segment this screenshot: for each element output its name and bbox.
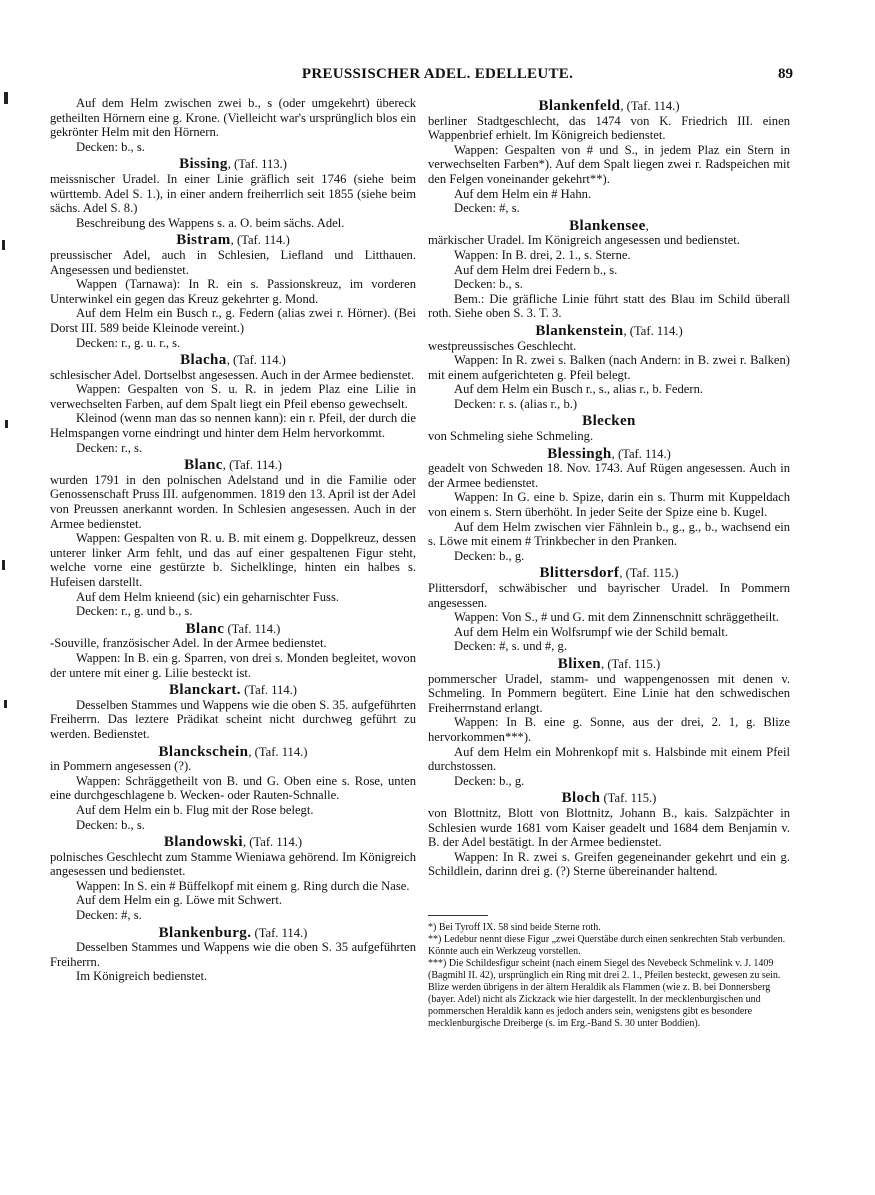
entry-paragraph: von Blottnitz, Blott von Blottnitz, Johann B., kais. Salzpächter in Schlesien wurde 1681 vom Kaiser geadelt und 1684 dem Benjamin v. B. der Adel bestätigt. In der Armee bedienstet. bbox=[428, 805, 790, 850]
entry-paragraph: Wappen: In S. ein # Büffelkopf mit einem g. Ring durch die Nase. bbox=[76, 878, 410, 893]
entry-paragraph: Auf dem Helm ein b. Flug mit der Rose belegt. bbox=[76, 802, 314, 817]
page-number: 89 bbox=[778, 66, 793, 82]
right-column bbox=[428, 96, 790, 1030]
family-name: Blacha bbox=[180, 352, 227, 369]
entry-paragraph: Wappen: Gespalten von # und S., in jedem Plaz ein Stern in verwechselten Farben*). Auf dem Spalt liegen zwei r. Radspeichen mit den Felgen voneinander gekehrt**). bbox=[428, 142, 790, 186]
entry-paragraph: Desselben Stammes und Wappens wie die oben S. 35. aufgeführten Freiherrn. Das leztere Prädikat scheint nicht durchweg geführt zu werden. Bedienstet. bbox=[50, 697, 416, 741]
family-name: Blandowski bbox=[163, 834, 243, 851]
family-name: Blankensee bbox=[569, 217, 646, 234]
entry-heading bbox=[50, 458, 416, 473]
scan-margin-mark bbox=[2, 560, 5, 570]
entry-paragraph: Wappen: In R. zwei s. Greifen gegeneinander gekehrt und ein g. Schildlein, darinn drei g. (?) Sterne übereinander haltend. bbox=[428, 849, 790, 879]
entry-paragraph: Wappen: Schräggetheilt von B. und G. Oben eine s. Rose, unten eine durchgeschlagene b. Wecken- oder Rauten-Schnalle. bbox=[50, 773, 416, 803]
entry-paragraph: Auf dem Helm ein g. Löwe mit Schwert. bbox=[76, 893, 283, 908]
entry-paragraph: preussischer Adel, auch in Schlesien, Liefland und Litthauen. Angesessen und bedienstet. bbox=[50, 247, 416, 277]
entry-paragraph: berliner Stadtgeschlecht, das 1474 von K. Friedrich III. einen Wappenbrief erhielt. Im Königreich bedienstet. bbox=[428, 113, 790, 143]
entry-heading bbox=[50, 683, 416, 698]
entry-heading bbox=[428, 657, 790, 672]
family-name: Bloch bbox=[561, 790, 601, 807]
entry-paragraph: Wappen: In G. eine b. Spize, darin ein s. Thurm mit Kuppeldach von einem s. Stern überhöht. In jeder Seite der Spize eine b. Kugel. bbox=[428, 490, 790, 520]
entry-paragraph: Auf dem Helm ein # Hahn. bbox=[454, 186, 592, 201]
footnote-rule bbox=[428, 915, 488, 916]
entry-paragraph: Wappen: Gespalten von S. u. R. in jedem Plaz eine Lilie in verwechselten Farben, auf dem Spalt liegt ein Pfeil ebenso gewechselt. bbox=[50, 382, 416, 411]
family-name: Blankenfeld bbox=[538, 98, 621, 114]
plate-reference: , (Taf. 115.) bbox=[619, 566, 679, 581]
family-name: Blessingh bbox=[547, 445, 612, 462]
entry-heading bbox=[50, 157, 416, 172]
plate-reference: , (Taf. 114.) bbox=[248, 744, 308, 759]
entry-paragraph: pommerscher Uradel, stamm- und wappengenossen mit denen v. Schmeling. In Pommern begütert. Eine Linie hat den schwedischen Freiherrnstand erlangt. bbox=[428, 671, 790, 715]
scan-margin-mark bbox=[5, 420, 8, 428]
family-name: Blanc bbox=[184, 457, 223, 474]
family-name: Blixen bbox=[557, 655, 602, 672]
family-name: Blanckschein bbox=[158, 743, 249, 760]
footnote: **) Ledebur nennt diese Figur „zwei Querstäbe durch einen senkrechten Stab verbunden. Könnte auch ein Werkzeug vorstellen. bbox=[428, 933, 786, 957]
entry-paragraph: Decken: #, s. und #, g. bbox=[454, 639, 567, 654]
entry-paragraph: Decken: #, s. bbox=[454, 201, 520, 216]
entry-heading bbox=[428, 219, 790, 234]
entry-heading bbox=[428, 414, 790, 429]
entry-paragraph: Decken: r., g. und b., s. bbox=[76, 604, 193, 619]
entry-heading bbox=[50, 353, 416, 368]
plate-reference: , bbox=[645, 218, 649, 233]
scan-margin-mark bbox=[4, 700, 7, 708]
entry-paragraph: Wappen: Von S., # und G. mit dem Zinnenschnitt schräggetheilt. bbox=[454, 610, 779, 625]
entry-paragraph: Auf dem Helm ein Busch r., g. Federn (alias zwei r. Hörner). (Bei Dorst III. 589 beide Kleinode vereint.) bbox=[50, 306, 416, 335]
entry-heading bbox=[428, 99, 790, 114]
entry-paragraph: Desselben Stammes und Wappens wie die oben S. 35 aufgeführten Freiherrn. bbox=[50, 940, 416, 969]
entry-paragraph: Auf dem Helm knieend (sic) ein geharnischter Fuss. bbox=[76, 589, 339, 604]
entry-heading bbox=[428, 566, 790, 581]
entry-paragraph: von Schmeling siehe Schmeling. bbox=[428, 429, 594, 444]
entry-paragraph: Kleinod (wenn man das so nennen kann): ein r. Pfeil, der durch die Helmspangen vorne eindringt und hinter dem Helm hervorkommt. bbox=[50, 411, 416, 441]
entry-paragraph: Decken: r., g. u. r., s. bbox=[76, 335, 181, 350]
entry-heading bbox=[50, 622, 416, 637]
plate-reference: (Taf. 114.) bbox=[224, 621, 281, 636]
entry-paragraph: Auf dem Helm ein Mohrenkopf mit s. Halsbinde mit einem Pfeil durchstossen. bbox=[428, 744, 790, 774]
entry-paragraph: wurden 1791 in den polnischen Adelstand und in die Familie oder Genossenschaft Pruss III. aufgenommen. 1819 den 13. April ist der Adel von Preussen anerkannt worden. In Schlesien angesessen. Auch in der Armee bedienstet. bbox=[50, 472, 416, 531]
entry-heading bbox=[50, 745, 416, 760]
plate-reference: , (Taf. 115.) bbox=[601, 656, 661, 671]
entry-paragraph: Decken: b., s. bbox=[76, 817, 145, 832]
left-column bbox=[50, 96, 416, 984]
family-name: Blankenburg. bbox=[158, 924, 252, 941]
entry-paragraph: Auf dem Helm drei Federn b., s. bbox=[454, 262, 618, 277]
plate-reference: , (Taf. 114.) bbox=[226, 353, 286, 368]
entry-heading bbox=[428, 324, 790, 339]
running-title: PREUSSISCHER ADEL. EDELLEUTE. bbox=[301, 66, 574, 82]
footnote: *) Bei Tyroff IX. 58 sind beide Sterne roth. bbox=[428, 921, 601, 933]
entry-paragraph: Auf dem Helm zwischen zwei b., s (oder umgekehrt) übereck getheilten Hörnern eine g. Krone. (Vielleicht war's ursprünglich blos ein gekrönter Helm mit den Hörnern. bbox=[50, 96, 416, 140]
entry-heading bbox=[50, 233, 416, 248]
entry-heading bbox=[428, 791, 790, 806]
entry-paragraph: Decken: r., s. bbox=[76, 440, 143, 455]
plate-reference: (Taf. 114.) bbox=[240, 683, 297, 698]
entry-paragraph: Auf dem Helm ein Wolfsrumpf wie der Schild bemalt. bbox=[454, 624, 729, 639]
entry-paragraph: Auf dem Helm ein Busch r., s., alias r., b. Federn. bbox=[454, 382, 704, 397]
entry-paragraph: Im Königreich bedienstet. bbox=[76, 969, 208, 984]
family-name: Bissing bbox=[179, 156, 228, 173]
entry-paragraph: Wappen: In B. eine g. Sonne, aus der drei, 2. 1, g. Blize hervorkommen***). bbox=[428, 715, 790, 744]
entry-paragraph: märkischer Uradel. Im Königreich angesessen und bedienstet. bbox=[428, 233, 740, 248]
family-name: Blecken bbox=[582, 413, 636, 430]
page-header bbox=[0, 66, 875, 88]
entry-paragraph: schlesischer Adel. Dortselbst angesessen. Auch in der Armee bedienstet. bbox=[50, 367, 415, 382]
entry-paragraph: Decken: b., s. bbox=[454, 277, 523, 292]
entry-paragraph: polnisches Geschlecht zum Stamme Wieniawa gehörend. Im Königreich angesessen und bedienstet. bbox=[50, 849, 416, 879]
entry-paragraph: Wappen: In B. drei, 2. 1., s. Sterne. bbox=[454, 247, 631, 262]
entry-paragraph: Beschreibung des Wappens s. a. O. beim sächs. Adel. bbox=[76, 215, 345, 230]
entry-heading bbox=[50, 926, 416, 941]
entry-paragraph: Wappen: Gespalten von R. u. B. mit einem g. Doppelkreuz, dessen unterer linker Arm fehlt, und das auf einer gespaltenen Figur steht, welche vorne eine gestürzte b. Sichelklinge, hinten ein halbes s. Hufeisen darstellt. bbox=[50, 531, 416, 589]
footnote: ***) Die Schildesfigur scheint (nach einem Siegel des Nevebeck Schmelink v. J. 1409 (Bagmihl II. 42), ursprünglich ein Ring mit drei 2. 1., Pfeilen besteckt, gewesen zu sein. Blize werden übrigens in der ältern Heraldik als Flammen (wie z. B. bei Donnersberg (bayer. Adel) nicht als Zickzack wie hier dargestellt. In der mecklenburgischen und pommerschen Heraldik kann es jedoch anders sein, wenigstens gibt es besondere mecklenburgische Dreiberge (s. im Erg.-Band S. 30 unter Boddien). bbox=[428, 957, 781, 1029]
plate-reference: , (Taf. 114.) bbox=[222, 458, 282, 473]
family-name: Blanckart. bbox=[169, 682, 241, 699]
entry-heading bbox=[50, 835, 416, 850]
family-name: Blankenstein bbox=[535, 322, 624, 339]
scan-margin-mark bbox=[2, 240, 5, 250]
plate-reference: (Taf. 115.) bbox=[600, 791, 657, 806]
family-name: Bistram bbox=[176, 232, 231, 249]
entry-paragraph: geadelt von Schweden 18. Nov. 1743. Auf Rügen angesessen. Auch in der Armee bedienstet. bbox=[428, 461, 790, 490]
entry-paragraph: in Pommern angesessen (?). bbox=[50, 759, 192, 774]
family-name: Blittersdorf bbox=[539, 565, 620, 582]
plate-reference: , (Taf. 114.) bbox=[242, 835, 303, 850]
entry-paragraph: Bem.: Die gräfliche Linie führt statt des Blau im Schild überall roth. Siehe oben S. 3. T. 3. bbox=[428, 291, 790, 321]
entry-paragraph: meissnischer Uradel. In einer Linie gräflich seit 1746 (siehe beim württemb. Adel S. 1.), in einer andern freiherrlich seit 1855 (siehe beim sächs. Adel S. 8.) bbox=[50, 171, 416, 216]
entry-paragraph: -Souville, französischer Adel. In der Armee bedienstet. bbox=[50, 636, 327, 651]
entry-paragraph: Decken: b., g. bbox=[454, 773, 525, 788]
entry-paragraph: Plittersdorf, schwäbischer und bayrischer Uradel. In Pommern angesessen. bbox=[428, 581, 790, 610]
plate-reference: , (Taf. 114.) bbox=[620, 99, 680, 113]
plate-reference: , (Taf. 113.) bbox=[227, 157, 287, 172]
plate-reference: , (Taf. 114.) bbox=[623, 323, 683, 338]
entry-paragraph: Decken: r. s. (alias r., b.) bbox=[454, 396, 578, 411]
entry-paragraph: Auf dem Helm zwischen vier Fähnlein b., g., g., b., wachsend ein s. Löwe mit einem # Trinkbecher in den Pranken. bbox=[428, 519, 790, 549]
entry-paragraph: Wappen: In B. ein g. Sparren, von drei s. Monden begleitet, wovon der untere mit einer g. Lilie besteckt ist. bbox=[50, 650, 416, 680]
plate-reference: , (Taf. 114.) bbox=[230, 233, 290, 248]
entry-paragraph: westpreussisches Geschlecht. bbox=[428, 338, 577, 353]
entry-paragraph: Decken: b., s. bbox=[76, 139, 145, 154]
entry-paragraph: Wappen: In R. zwei s. Balken (nach Andern: in B. zwei r. Balken) mit einem aufgerichteten g. Pfeil belegt. bbox=[428, 353, 790, 382]
entry-paragraph: Decken: b., g. bbox=[454, 548, 525, 563]
entry-paragraph: Wappen (Tarnawa): In R. ein s. Passionskreuz, im vorderen Unterwinkel ein gegen das Kreuz gekehrter g. Mond. bbox=[50, 277, 416, 306]
plate-reference: , (Taf. 114.) bbox=[611, 446, 671, 461]
plate-reference: (Taf. 114.) bbox=[251, 925, 308, 940]
family-name: Blanc bbox=[185, 620, 225, 637]
scan-margin-mark bbox=[4, 92, 8, 104]
entry-paragraph: Decken: #, s. bbox=[76, 908, 142, 923]
entry-heading bbox=[428, 447, 790, 462]
